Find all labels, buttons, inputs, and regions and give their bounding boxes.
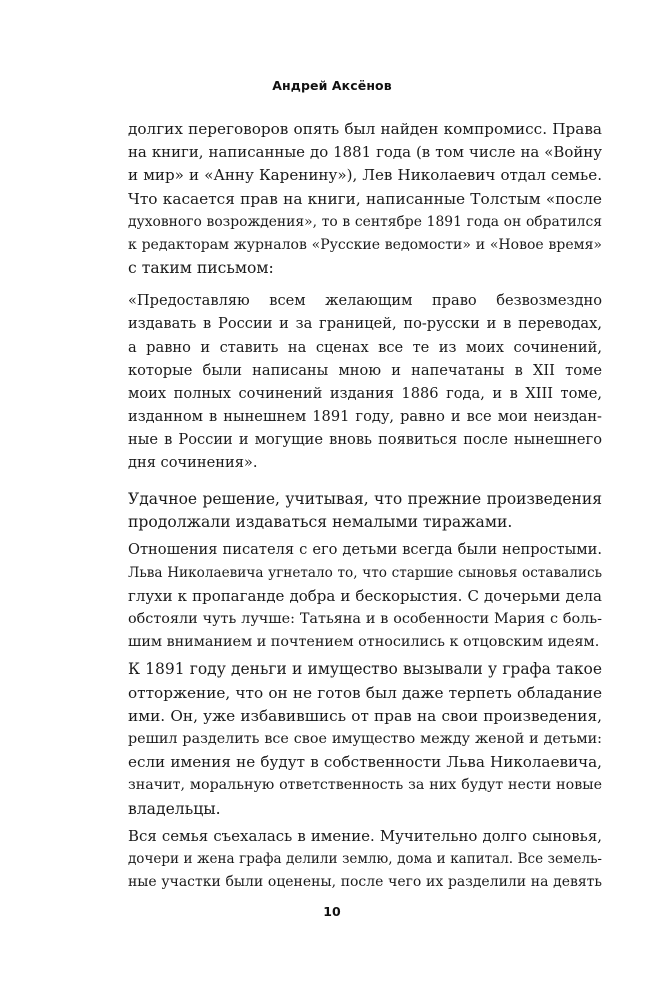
text-line: глухи к пропаганде добра и бескорыстия. С дочерьми дела xyxy=(128,586,602,605)
text-line: и мир» и «Анну Каренину»), Лев Николаевич отдал семье. xyxy=(128,166,602,185)
paragraph xyxy=(128,538,602,654)
text-line: Что касается прав на книги, написанные Толстым «после xyxy=(128,189,602,208)
text-line: значит, моральную ответственность за них будут нести новые xyxy=(128,777,602,794)
quote-line: моих полных сочинений издания 1886 года, и в XIII томе, xyxy=(128,384,602,402)
paragraph xyxy=(128,658,602,820)
text-line: решил разделить все свое имущество между женой и детьми: xyxy=(128,730,602,747)
quote-line: изданном в нынешнем 1891 году, равно и все мои неиздан- xyxy=(128,407,602,425)
page-number: 10 xyxy=(323,904,341,919)
paragraph xyxy=(128,825,602,895)
quote-line: а равно и ставить на сценах все те из моих сочинений, xyxy=(128,338,602,356)
paragraph xyxy=(128,118,602,280)
text-line: шим вниманием и почтением относились к отцовским идеям. xyxy=(128,634,600,651)
text-line: ими. Он, уже избавившись от прав на свои произведения, xyxy=(128,706,602,725)
block-quote xyxy=(128,289,602,474)
quote-line: издавать в России и за границей, по-русски и в переводах, xyxy=(128,315,602,333)
text-line: продолжали издаваться немалыми тиражами. xyxy=(128,513,513,532)
quote-line: «Предоставляю всем желающим право безвозмездно xyxy=(128,292,602,310)
text-line: на книги, написанные до 1881 года (в том числе на «Войну xyxy=(128,143,602,162)
text-line: дочери и жена графа делили землю, дома и капитал. Все земель- xyxy=(128,850,602,867)
text-line: владельцы. xyxy=(128,799,221,818)
quote-line: дня сочинения». xyxy=(128,453,258,471)
text-line: Льва Николаевича угнетало то, что старшие сыновья оставались xyxy=(128,564,602,581)
text-line: обстояли чуть лучше: Татьяна и в особенности Мария с боль- xyxy=(128,611,602,627)
text-line: с таким письмом: xyxy=(128,259,274,278)
text-line: ные участки были оценены, после чего их разделили на девять xyxy=(128,874,602,891)
quote-line: которые были написаны мною и напечатаны в XII томе xyxy=(128,361,602,379)
text-line: Вся семья съехалась в имение. Мучительно долго сыновья, xyxy=(128,826,602,845)
paragraph xyxy=(128,488,602,534)
text-line: долгих переговоров опять был найден компромисс. Права xyxy=(128,120,602,138)
page-body xyxy=(128,118,602,894)
text-line: отторжение, что он не готов был даже терпеть обладание xyxy=(128,683,602,702)
text-line: к редакторам журналов «Русские ведомости» и «Новое время» xyxy=(128,236,602,253)
quote-line: ные в России и могущие вновь появиться после нынешнего xyxy=(128,430,602,448)
text-line: духовного возрождения», то в сентябре 1891 года он обратился xyxy=(128,213,602,230)
running-head-author: Андрей Аксёнов xyxy=(272,78,392,93)
text-line: Отношения писателя с его детьми всегда были непростыми. xyxy=(128,541,602,559)
text-line: К 1891 году деньги и имущество вызывали у графа такое xyxy=(128,660,602,679)
text-line: Удачное решение, учитывая, что прежние произведения xyxy=(128,490,602,509)
text-line: если имения не будут в собственности Льва Николаевича, xyxy=(128,753,602,772)
